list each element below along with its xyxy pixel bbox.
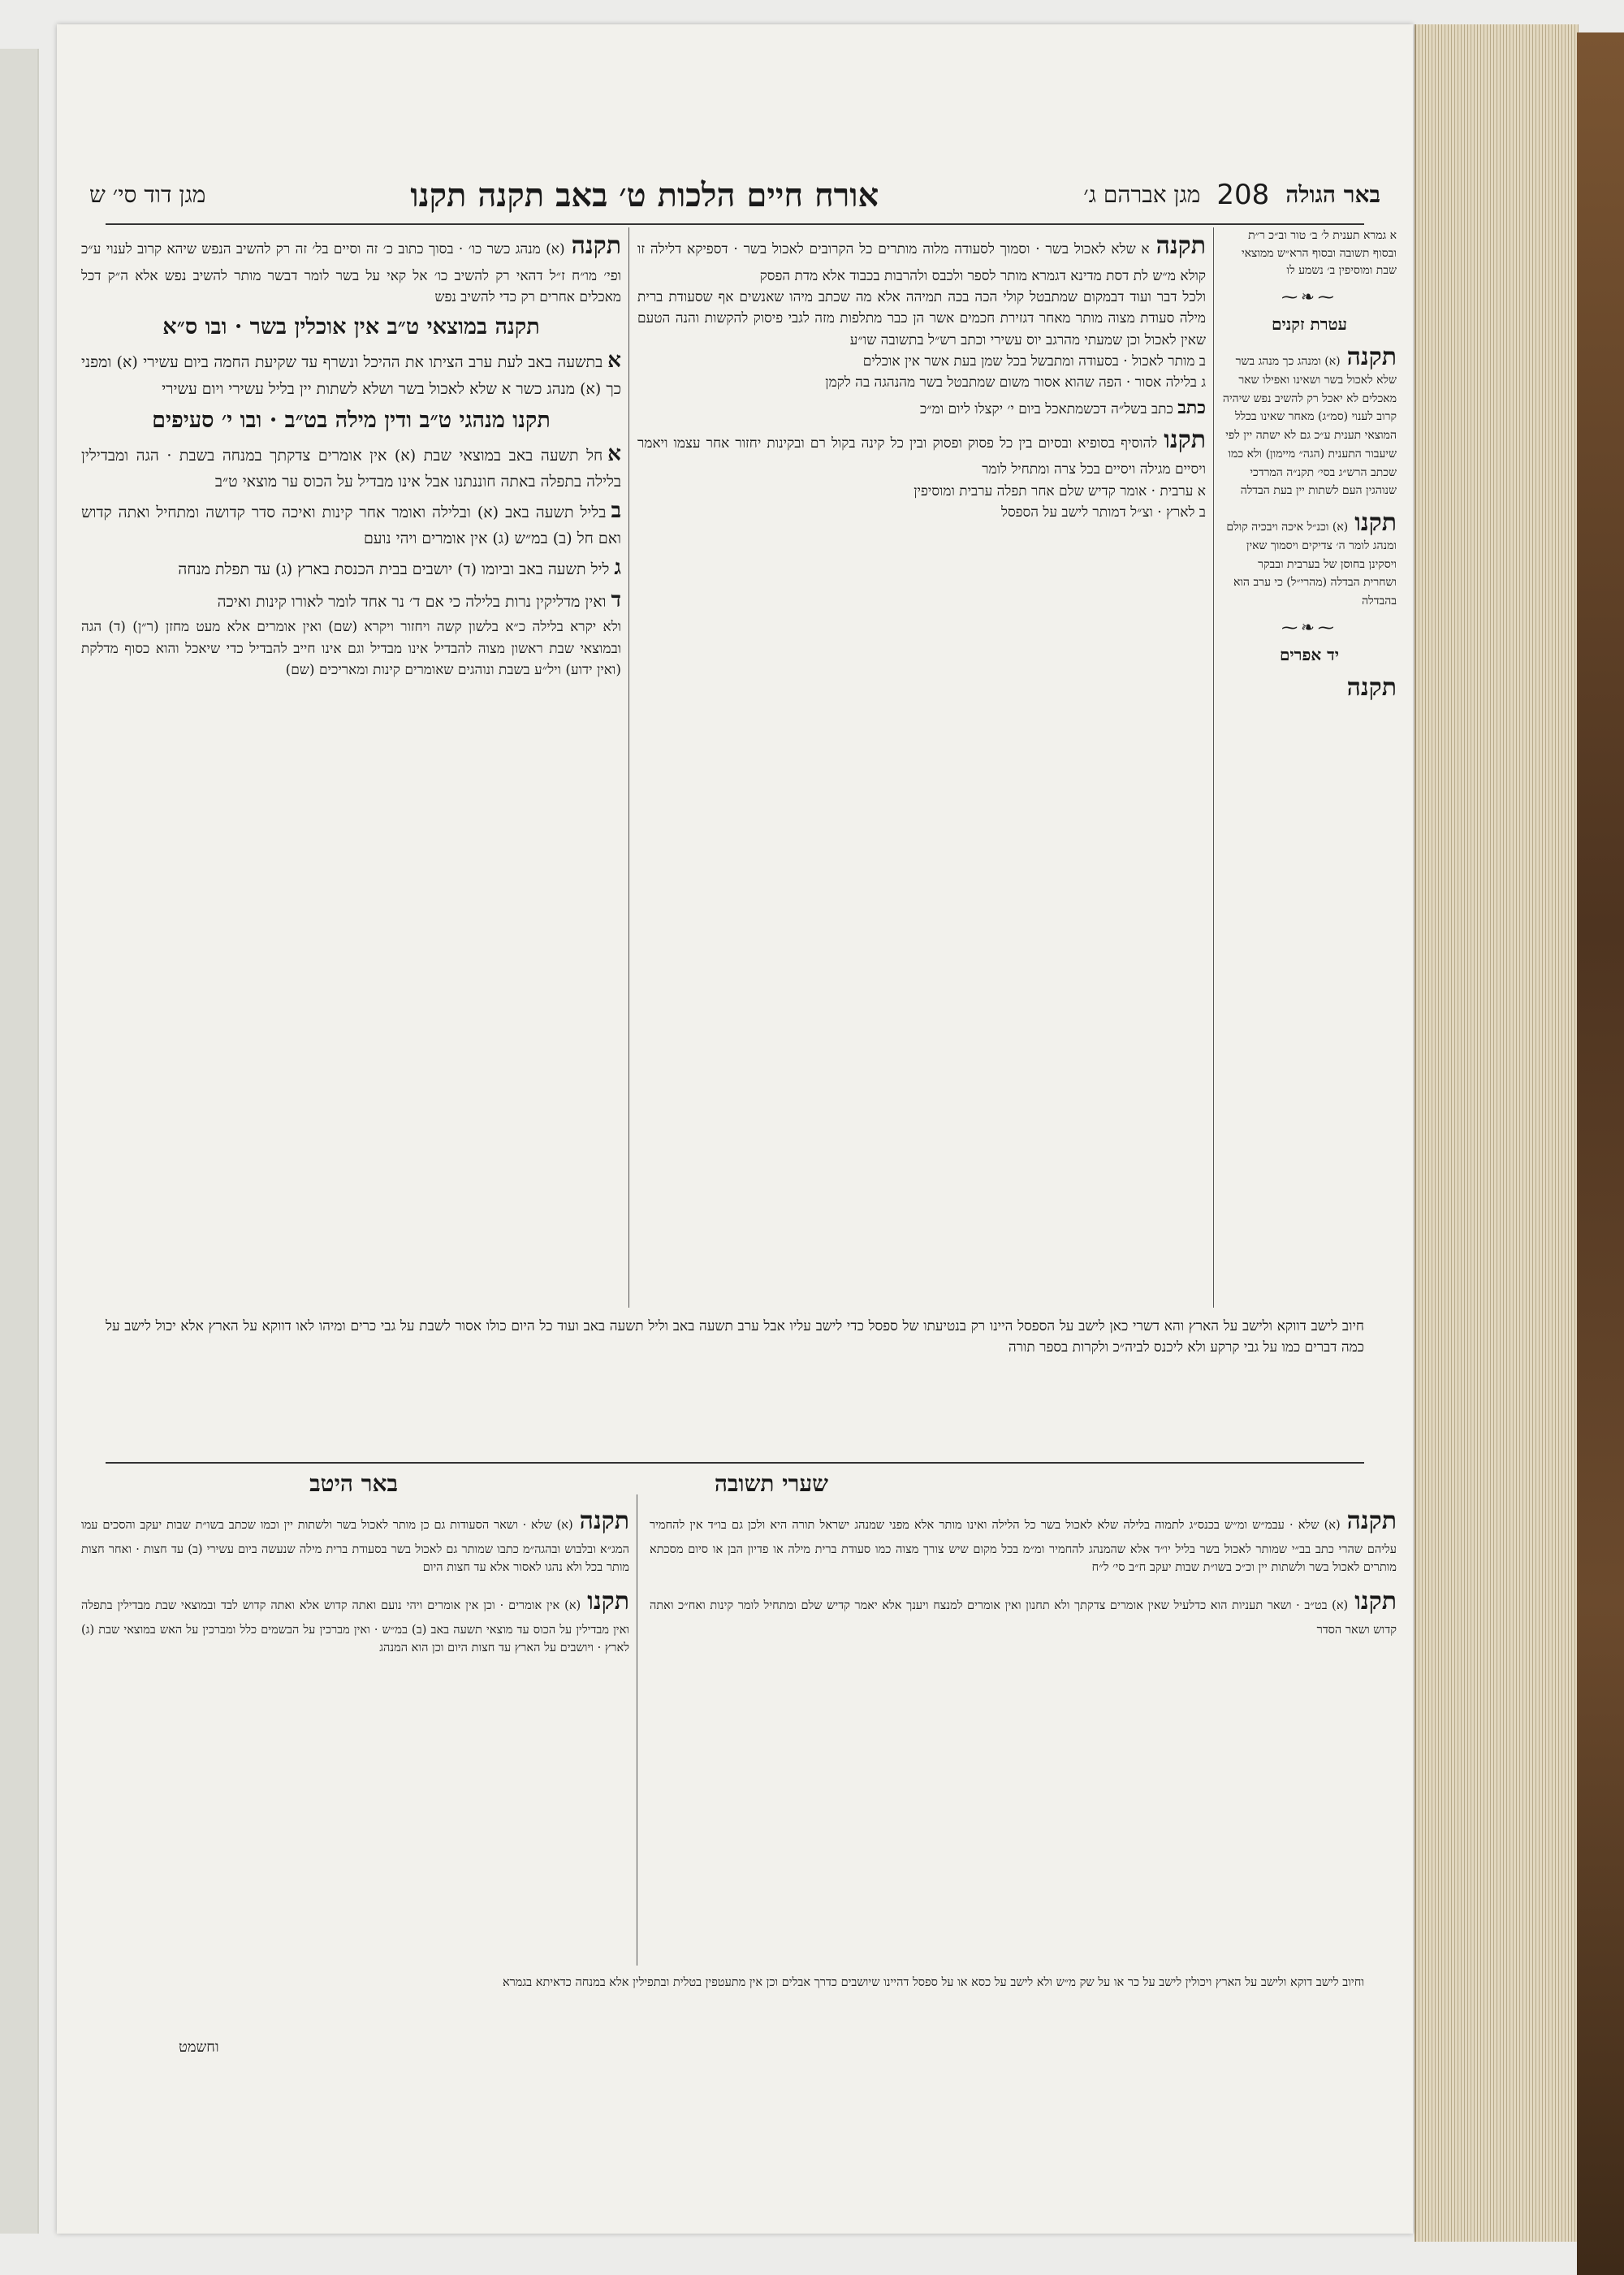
siman-heading: תקנו (587, 1587, 629, 1616)
header-beer-hagolah: באר הגולה (1285, 181, 1380, 208)
running-header (89, 167, 1380, 223)
seif-letter: ד (611, 587, 621, 612)
siman-556-title: תקנה במוצאי ט״ב אין אוכלין בשר · ובו ס״א (162, 314, 540, 340)
seif-557-gimel: ליל תשעה באב וביומו (ד) יושבים בבית הכנסת בארץ (ג) עד תפלת מנחה (178, 560, 610, 578)
siman-heading: תקנה (571, 231, 621, 260)
column-divider (628, 227, 629, 1308)
seif-letter: ג (614, 555, 621, 580)
ornament-divider: ⁓❧⁓ (1281, 287, 1337, 307)
header-rule (106, 223, 1364, 225)
header-magen-david: מגן דוד סי׳ ש (89, 181, 206, 208)
bh-text: (א) שלא · ושאר הסעודות גם כן מותר לאכול בשר ולשתות יין וכמו שכתב בשו״ת שבות יעקב והסכים עמו המג״א ובלבוש ובהגה״מ כתבו שמותר גם לאכול בשר בסעודת ברית מילה שנעשה ביום עשירי (ב) עד חצות · ואחר חצות מותר בכל ולא נהגו לאסור אלא עד חצות היום (81, 1519, 629, 1574)
book-page-edges (1415, 24, 1579, 2242)
ateret-zkenim-label: עטרת זקנים (1272, 314, 1347, 335)
siman-heading: תקנה (1346, 673, 1397, 702)
seif-557-aleph: חל תשעה באב במוצאי שבת (א) אין אומרים צדקתך במנחה בשבת · הגה ומבדילין בלילה בתפלה באתה חוננתנו אבל אינו מבדיל על הכוס ער מוצאי ט״ב (81, 447, 621, 491)
bh-text-2: (א) אין אומרים · וכן אין אומרים ויהי נועם ואתה קדוש אלא ואתה קדוש לבד ובמוצאי שבת מבדילין בתפלה ואין מבדילין על הכוס עד מוצאי תשעה באב (ב) במ״ש · ואין מברכין על הבשמים כלל ומברכין על האש במוצאי שבת (ג) לארץ · ויושבים על הארץ עד חצות היום וכן הוא המנהג (81, 1599, 629, 1655)
shaarei-teshuvah-title: שערי תשובה (714, 1470, 828, 1497)
ketav-label: כתב (1177, 396, 1206, 418)
ateret-zkenim-text-2: (א) וכנ״ל איכה ויבכיה קולם ומנהג לומר ה׳ צדיקים ויסמוך שאין ויסקינן בחוסן של בערבית ובבקר ושחרית הבדלה (מהרי״ל) כי ערב הוא בהבדלה (1226, 520, 1397, 608)
previous-page-edge (0, 49, 39, 2234)
page-title: אורח חיים הלכות ט׳ באב תקנה תקנו (410, 175, 879, 214)
book-page (57, 24, 1413, 2234)
magen-avraham-column (637, 227, 1206, 1308)
ateret-zkenim-text: (א) ומנהג כך מנהג בשר שלא לאכול בשר ושאינו ואפילו שאר מאכלים לא יאכל רק להשיב נפש שיהיה קרוב לענוי (סמ״ג) מאחר שאינו בכלל המוצאי תענית ע״כ גם לא ישתה יין לפי שיעבור התענית (הגה״ מיימון) ולא כמו שכתב הרש״ג בסי׳ תקנ״ה המרדכי שנוהגין העם לשתות יין בעת הבדלה (1222, 355, 1397, 498)
magen-avraham-continuation: חיוב לישב דווקא ולישב על הארץ והא דשרי כאן לישב על הספסל היינו רק בנטיעתו של ספסל כדי לישב עליו אבל ערב תשעה באב וליל תשעה באב ועוד כל היום כולו אסור לשבת על גבי כרים ומיהו לאו דווקא על הארץ אלא יכול לישב על כמה דברים כמו על גבי קרקע ולא ליכנס לביה״כ ולקרות בספר תורה (106, 1318, 1364, 1356)
seif-letter: א (607, 442, 621, 467)
levush-intro: (א) מנהג כשר כו׳ · בסוך כתוב כ׳ זה וסיים בל׳ זה רק להשיב הנפש שיהא קרוב לענוי ע״כ ופי׳ מו״ח ז״ל דהאי רק להשיב כו׳ אל קאי על בשר לומר דבשר מותר להשיב נפש אלא ה״ק דכל מאכלים אחרים רק כדי להשיב נפש (81, 241, 621, 305)
yad-efraim-label: יד אפרים (1279, 644, 1340, 664)
ornament-divider: ⁓❧⁓ (1281, 616, 1337, 637)
main-text-column (81, 227, 621, 1308)
ma-aleph-2: א ערבית · אומר קדיש שלם אחר תפלה ערבית ומוסיפין (914, 482, 1206, 500)
siman-heading: תקנו (1164, 425, 1206, 454)
beer-hagolah-column (1222, 227, 1397, 1429)
beer-heitev-title: באר היטב (309, 1470, 398, 1497)
siman-heading: תקנה (1346, 343, 1397, 372)
seif-letter: א (607, 348, 621, 374)
beer-heitev-column (81, 1503, 629, 1974)
footer-continuation: וחיוב לישב דוקא ולישב על הארץ ויכולין לישב על כר או על שק מ״ש ולא לישב על כסא או על ספסל דהיינו שיושבים כדרך אבלים וכן אין מתעטפין בטלית ובתפילין אלא במנחה כדאיתא בגמרא (502, 1976, 1364, 1989)
st-text-2: (א) בט״ב · ושאר תעניות הוא כדלעיל שאין אומרים צדקתך ולא תחנון ואין אומרים למנצח ויענך אלא יאמר קדיש שלם ומתחיל לומר קינות ואח״כ ואתה קדוש ושאר הסדר (650, 1599, 1397, 1637)
ma-ketav: כתב בשל״ה דכשמתאכל ביום י׳ יקצלו ליום ומ״כ (919, 400, 1173, 417)
ma-bet-2: ב לארץ · וצ״ל דמותר לישב על הספסל (1001, 504, 1206, 521)
ma-bet: ב מותר לאכול · בסעודה ומתבשל בכל שמן בעת אשר אין אוכלים (862, 352, 1206, 370)
beer-hagolah-intro: א גמרא תענית ל׳ ב׳ טור וב״כ ר״ת ובסוף תשובה ובסוף הרא״ש ממוצאי שבת ומוסיפין ב׳ נשמע לו (1241, 229, 1397, 278)
siman-heading: תקנו (1354, 508, 1397, 537)
ma-gimel: ג בלילה אסור · הפה שהוא אסור משום שמתבטל בשר מהנהגה בה לקמן (825, 374, 1206, 391)
siman-heading: תקנה (1155, 231, 1206, 260)
siman-556-text: בתשעה באב לעת ערב הציתו את ההיכל ונשרף עד שקיעת החמה ביום עשירי (א) ומפני כך (א) מנהג כשר א שלא לאכול בשר ושלא לשתות יין בליל עשירי ויום עשירי (81, 353, 621, 398)
shaarei-teshuvah-column (650, 1503, 1397, 1974)
seif-557-dalet: ואין מדליקין נרות בלילה כי אם ד׳ נר אחד לומר לאורו קינות ואיכה (217, 592, 607, 611)
siman-heading: תקנה (579, 1507, 629, 1535)
header-magen-avraham: מגן אברהם ג׳ (1083, 181, 1201, 208)
ma-text-2: להוסיף בסופיא ובסיום בין כל פסוק ופסוק ובין כל קינה בקול רם ובקינות יחזור אחר עצמו ויאמר ויסיים מגילה ויסיים בכל צרה ומתחיל לומר (637, 435, 1206, 478)
seif-557-bet: בליל תשעה באב (א) ובלילה ואומר אחר קינות ואיכה סדר קדושה ומתחיל ואתה קדוש ואם חל (ב) במ״ש (ג) אין אומרים ויהי נועם (81, 503, 621, 548)
ma-text-1: ולכל דבר ועוד דבמקום שמתבטל קולי הכה בכה תמיהה אלא מה שכתב מיהו שאנשים אף שסעודת ברית מילה סעודת מצוה מותר מאחר דגזירת חכמים אשר הן כבר מתלפות מזה לגבי פיסוק להקשות והנה הטעם שאין לאכול וכן שמעתי מהרגב יוס עשירי וכתב רש״ל בתשובה שו״ע (637, 288, 1206, 348)
catchword: וחשמט (179, 2039, 219, 2056)
book-cover-spine (1577, 32, 1624, 2275)
page-number: 208 (1216, 179, 1270, 211)
levush-long-text: ולא יקרא בלילה כ״א בלשון קשה ויחזור ויקרא (שם) ואין אומרים אלא מעט מחזן (ר״ן) (ד) הגה ובמוצאי שבת ראשון מצוה להבדיל אינו מבדיל וגם אינו חייב להבדיל כדי שיאכל והוא כסוף מדלקת (ואין ידוע) ויל״ע בשבת ונוהגים שאומרים קינות ומאריכים (שם) (81, 619, 621, 678)
siman-557-title: תקנו מנהגי ט״ב ודין מילה בט״ב · ובו י׳ סעיפים (152, 408, 551, 434)
ma-aleph: א שלא לאכול בשר · וסמוך לסעודה מלוה מותרים כל הקרובים לאכול בשר · דספיקא דלילה זו קולא מ״ש לת דסת מדינא דגמרא מותר לספר ולכבס ולהרבות בכבוד אלא מדת הפסק (637, 241, 1206, 284)
column-divider (1213, 227, 1214, 1308)
lower-rule (106, 1462, 1364, 1464)
seif-letter: ב (611, 498, 621, 523)
siman-heading: תקנה (1346, 1507, 1397, 1535)
siman-heading: תקנו (1354, 1587, 1397, 1616)
st-text: (א) שלא · עבמ״ש ומ״ש בכנס״ג לתמוה בלילה שלא לאכול בשר כל הלילה ואינו מותר אלא מפני שמנהג ישראל תורה היא ולכן גם בו״ד אין להחמיר עליהם שהרי כתב בב״י שמותר לאכול בשר בליל יו״ד אלא שהמנהג להחמיר ומ״מ בכל מקום שיש צורך מצוה כמו סעודת ברית מילה או פדיון הבן או סיום מסכתא מותרים לאכול בשר ולשתות יין וכ״כ בשו״ת שבות יעקב ח״ב סי׳ ל״ח (650, 1519, 1397, 1574)
